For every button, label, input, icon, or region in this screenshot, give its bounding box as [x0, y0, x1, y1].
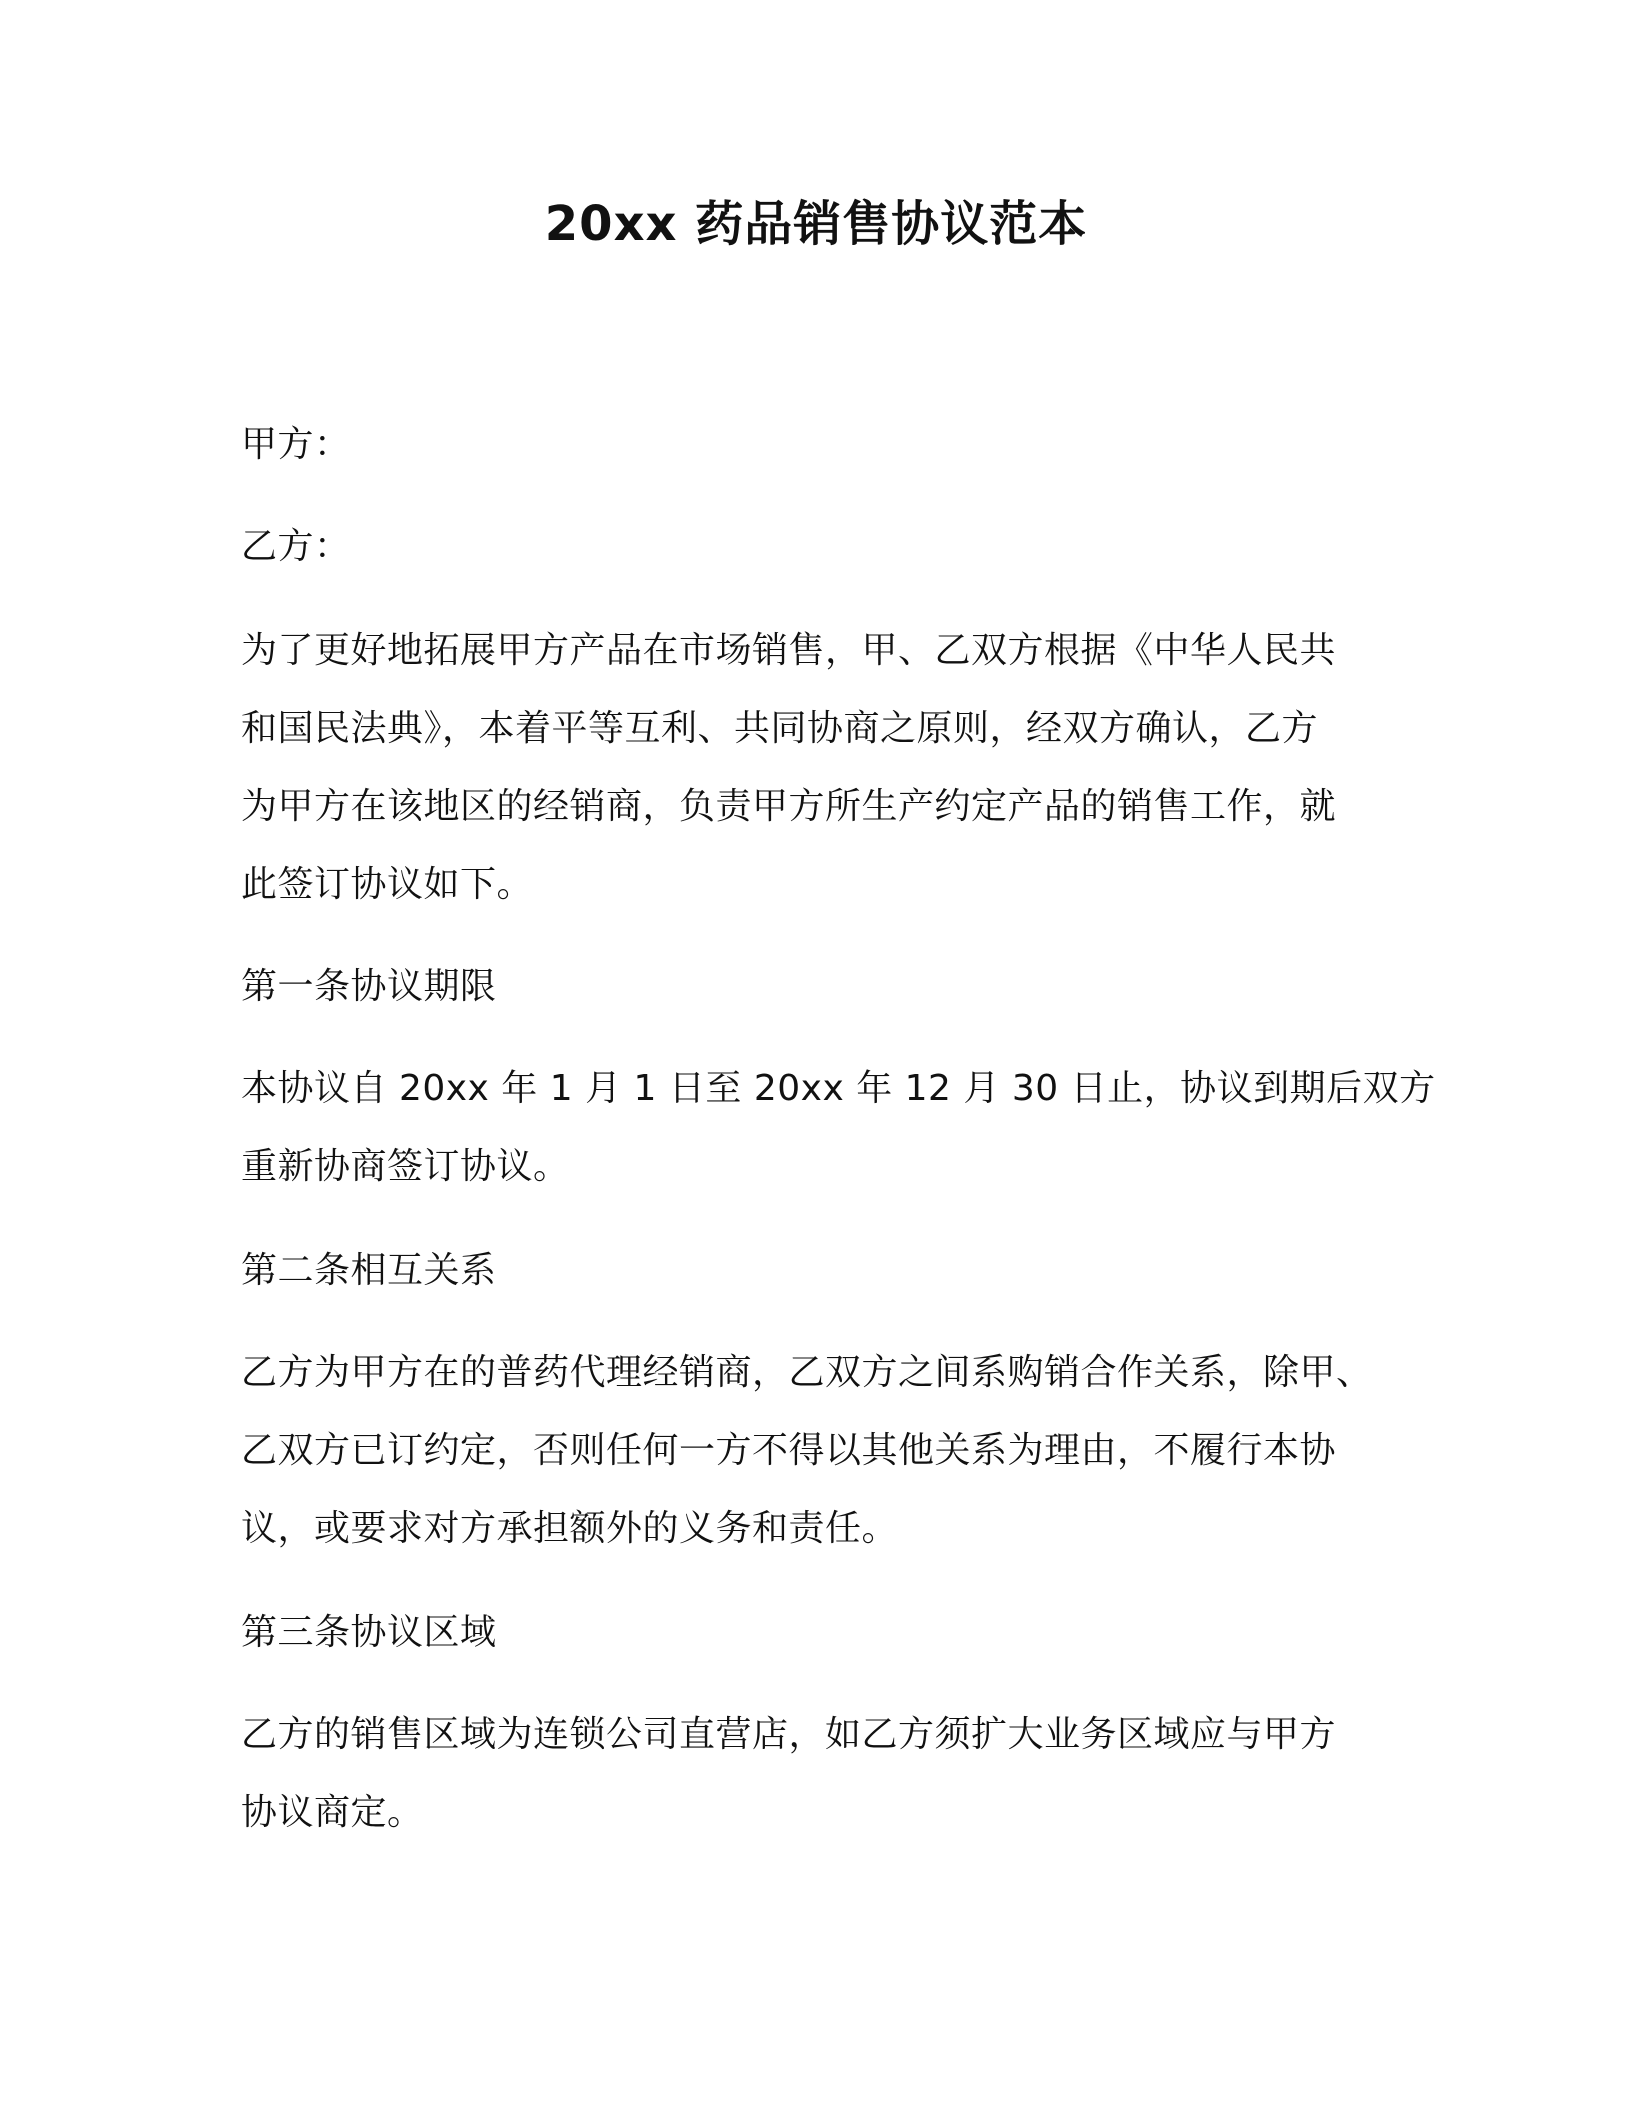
article-2-line: 乙双方已订约定，否则任何一方不得以其他关系为理由，不履行本协 [241, 1430, 1337, 1471]
article-1-line: 重新协商签订协议。 [241, 1146, 570, 1187]
article-1-body [241, 1050, 1436, 1206]
document-title: 20xx 药品销售协议范本 [544, 196, 1088, 252]
article-3-body [241, 1696, 1391, 1852]
party-a-label: 甲方： [241, 424, 351, 465]
intro-line: 为了更好地拓展甲方产品在市场销售，甲、乙双方根据《中华人民共 [241, 630, 1337, 671]
article-3-heading: 第三条协议区域 [241, 1612, 497, 1653]
intro-line: 为甲方在该地区的经销商，负责甲方所生产约定产品的销售工作，就 [241, 786, 1337, 827]
intro-paragraph [241, 612, 1391, 924]
intro-line: 此签订协议如下。 [241, 864, 534, 905]
intro-line: 和国民法典》，本着平等互利、共同协商之原则，经双方确认，乙方 [241, 708, 1319, 749]
article-3-line: 乙方的销售区域为连锁公司直营店，如乙方须扩大业务区域应与甲方 [241, 1714, 1337, 1755]
article-2-body [241, 1334, 1391, 1568]
article-2-line: 议，或要求对方承担额外的义务和责任。 [241, 1508, 899, 1549]
article-1-heading: 第一条协议期限 [241, 966, 497, 1007]
article-2-heading: 第二条相互关系 [241, 1250, 497, 1291]
article-3-line: 协议商定。 [241, 1792, 424, 1833]
article-2-line: 乙方为甲方在的普药代理经销商，乙双方之间系购销合作关系，除甲、 [241, 1352, 1373, 1393]
party-b-label: 乙方： [241, 526, 351, 567]
article-1-line: 本协议自 20xx 年 1 月 1 日至 20xx 年 12 月 30 日止，协议到期后双方 [241, 1068, 1436, 1109]
